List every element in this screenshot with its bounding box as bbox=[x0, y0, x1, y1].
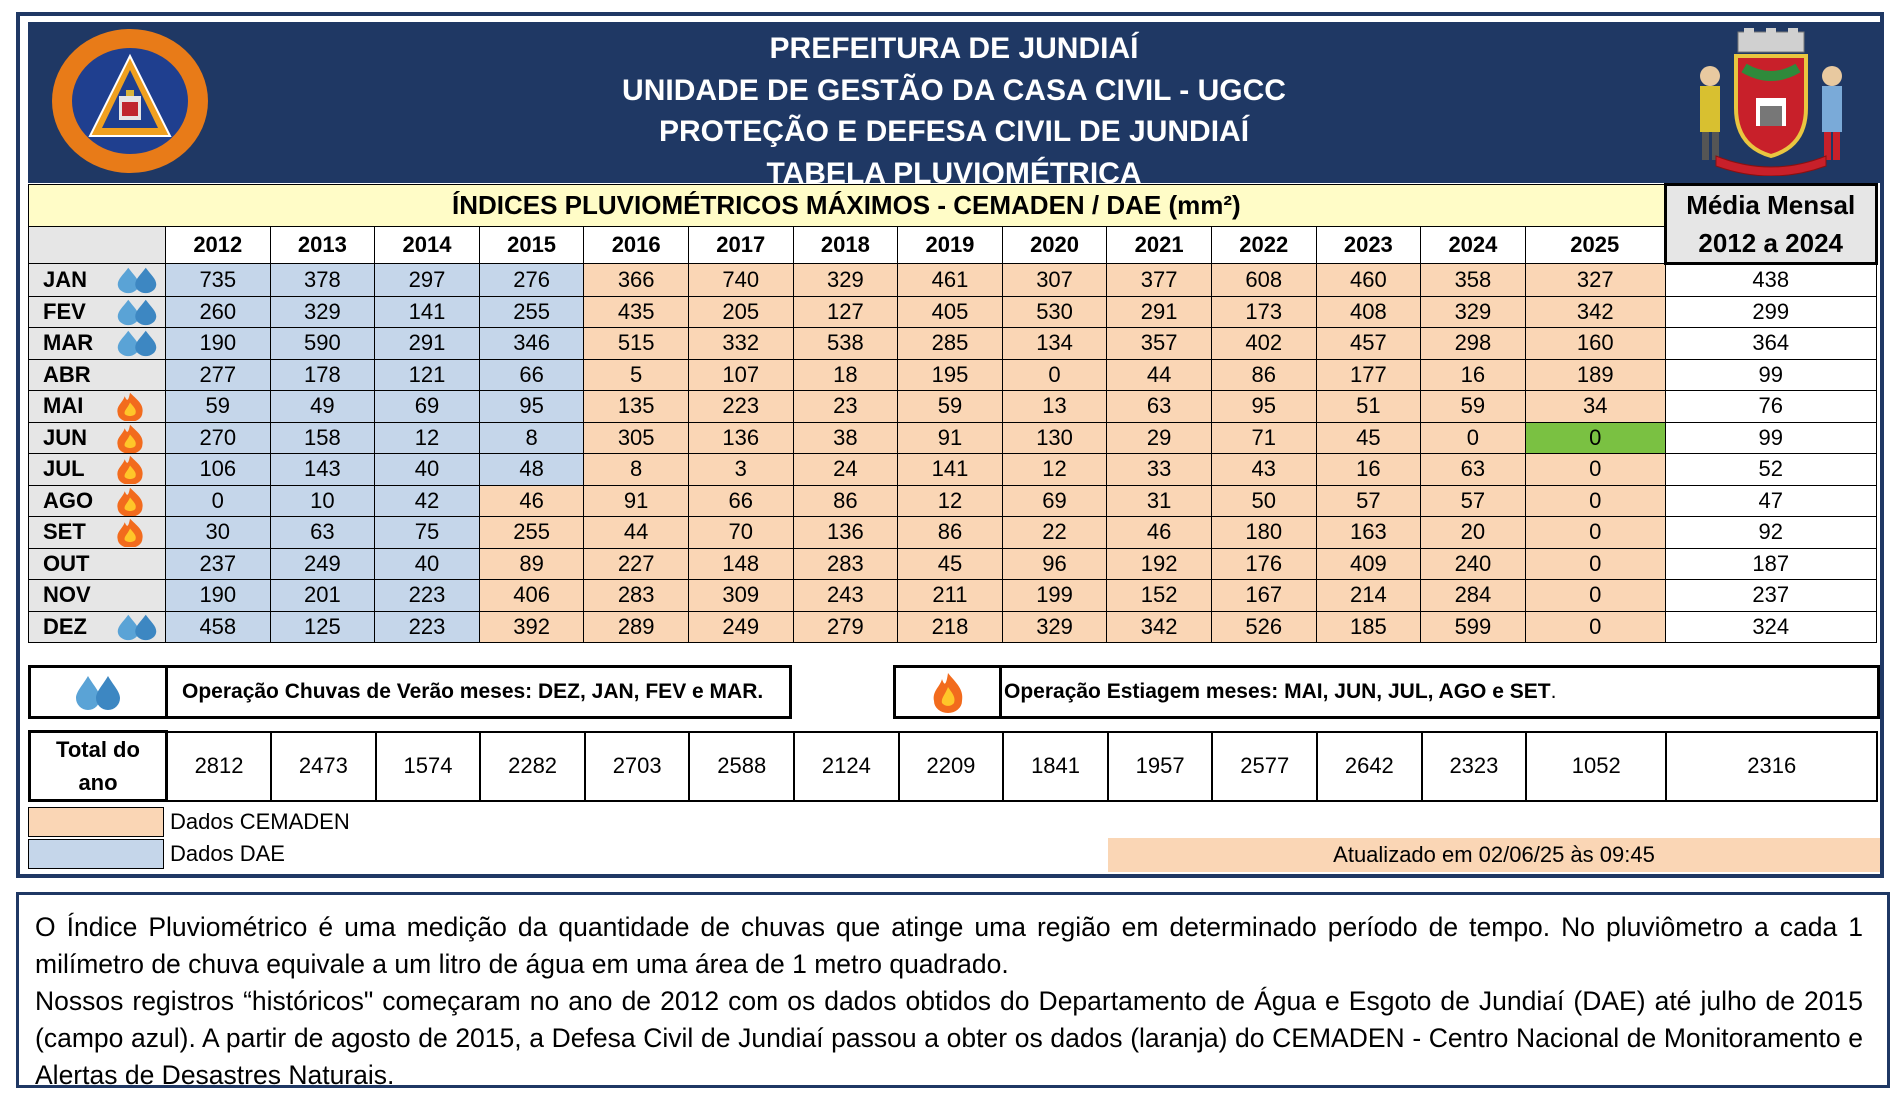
report-header bbox=[28, 22, 1880, 183]
value-cell: 86 bbox=[898, 517, 1003, 549]
value-cell: 307 bbox=[1002, 264, 1107, 297]
value-cell: 125 bbox=[270, 611, 375, 643]
value-cell: 329 bbox=[270, 296, 375, 328]
year-header-2018: 2018 bbox=[793, 226, 898, 263]
value-cell: 50 bbox=[1211, 485, 1316, 517]
value-cell: 223 bbox=[688, 391, 793, 423]
dry-operation-legend bbox=[893, 665, 1880, 719]
value-cell: 538 bbox=[793, 328, 898, 360]
value-cell: 46 bbox=[1107, 517, 1212, 549]
value-cell: 277 bbox=[166, 359, 271, 391]
value-cell: 30 bbox=[166, 517, 271, 549]
value-cell: 136 bbox=[793, 517, 898, 549]
avg-header-line-2: 2012 a 2024 bbox=[1698, 228, 1844, 258]
value-cell: 141 bbox=[375, 296, 480, 328]
value-cell: 107 bbox=[688, 359, 793, 391]
value-cell: 461 bbox=[898, 264, 1003, 297]
value-cell: 214 bbox=[1316, 580, 1421, 612]
value-cell: 59 bbox=[1421, 391, 1526, 423]
value-cell: 12 bbox=[375, 422, 480, 454]
cemaden-color-swatch bbox=[28, 807, 164, 837]
value-cell: 141 bbox=[898, 454, 1003, 486]
value-cell: 71 bbox=[1211, 422, 1316, 454]
value-cell: 44 bbox=[1107, 359, 1212, 391]
month-label: MAR bbox=[43, 330, 94, 356]
value-cell: 460 bbox=[1316, 264, 1421, 297]
value-cell: 66 bbox=[688, 485, 793, 517]
monthly-average-cell: 99 bbox=[1665, 422, 1876, 454]
value-cell: 298 bbox=[1421, 328, 1526, 360]
value-cell: 366 bbox=[584, 264, 689, 297]
month-label: JAN bbox=[43, 266, 88, 292]
value-cell: 357 bbox=[1107, 328, 1212, 360]
value-cell: 91 bbox=[898, 422, 1003, 454]
table-row bbox=[29, 264, 1877, 297]
value-cell: 43 bbox=[1211, 454, 1316, 486]
value-cell: 0 bbox=[1525, 422, 1665, 454]
value-cell: 435 bbox=[584, 296, 689, 328]
fire-icon bbox=[113, 486, 147, 516]
value-cell: 283 bbox=[793, 548, 898, 580]
value-cell: 515 bbox=[584, 328, 689, 360]
month-cell bbox=[29, 580, 166, 612]
header-line-3: PROTEÇÃO E DEFESA CIVIL DE JUNDIAÍ bbox=[658, 115, 1250, 148]
month-cell bbox=[29, 391, 166, 423]
month-icon-holder bbox=[113, 391, 147, 421]
annual-total-average-cell: 2316 bbox=[1666, 732, 1877, 801]
annual-total-cell: 2282 bbox=[480, 732, 585, 801]
month-label: DEZ bbox=[43, 613, 87, 639]
value-cell: 135 bbox=[584, 391, 689, 423]
cemaden-key-label: Dados CEMADEN bbox=[170, 809, 350, 834]
monthly-average-header bbox=[1665, 185, 1876, 264]
value-cell: 57 bbox=[1421, 485, 1526, 517]
value-cell: 5 bbox=[584, 359, 689, 391]
legend-fire-cell bbox=[896, 668, 1002, 716]
value-cell: 211 bbox=[898, 580, 1003, 612]
month-label: JUL bbox=[43, 456, 85, 482]
value-cell: 195 bbox=[898, 359, 1003, 391]
month-label: JUN bbox=[43, 424, 88, 450]
value-cell: 0 bbox=[1525, 517, 1665, 549]
value-cell: 199 bbox=[1002, 580, 1107, 612]
value-cell: 0 bbox=[1525, 548, 1665, 580]
header-line-4: TABELA PLUVIOMÉTRICA bbox=[766, 156, 1142, 183]
header-title-block bbox=[28, 28, 1880, 183]
value-cell: 167 bbox=[1211, 580, 1316, 612]
month-cell bbox=[29, 296, 166, 328]
value-cell: 223 bbox=[375, 611, 480, 643]
year-header-2020: 2020 bbox=[1002, 226, 1107, 263]
value-cell: 29 bbox=[1107, 422, 1212, 454]
monthly-average-cell: 76 bbox=[1665, 391, 1876, 423]
value-cell: 10 bbox=[270, 485, 375, 517]
year-header-2025: 2025 bbox=[1525, 226, 1665, 263]
dry-operation-text-tail: . bbox=[1550, 680, 1557, 703]
info-paragraph-1: O Índice Pluviométrico é uma medição da quantidade de chuvas que atinge uma região em determinado período de tempo. No pluviômetro a cada 1 milímetro de chuva equivale a um litro de água em uma área de 1 metro quadrado. bbox=[35, 912, 1863, 979]
month-cell bbox=[29, 328, 166, 360]
civil-defense-seal-icon bbox=[50, 26, 210, 176]
year-header-2023: 2023 bbox=[1316, 226, 1421, 263]
value-cell: 148 bbox=[688, 548, 793, 580]
value-cell: 86 bbox=[1211, 359, 1316, 391]
value-cell: 526 bbox=[1211, 611, 1316, 643]
annual-total-cell: 1957 bbox=[1108, 732, 1213, 801]
value-cell: 34 bbox=[1525, 391, 1665, 423]
value-cell: 48 bbox=[479, 454, 584, 486]
summer-operation-legend bbox=[28, 665, 792, 719]
header-line-2: UNIDADE DE GESTÃO DA CASA CIVIL - UGCC bbox=[622, 73, 1286, 107]
month-icon-holder bbox=[113, 613, 161, 641]
table-row bbox=[29, 328, 1877, 360]
monthly-average-cell: 364 bbox=[1665, 328, 1876, 360]
value-cell: 735 bbox=[166, 264, 271, 297]
value-cell: 305 bbox=[584, 422, 689, 454]
value-cell: 255 bbox=[479, 296, 584, 328]
year-header-2024: 2024 bbox=[1421, 226, 1526, 263]
month-label: MAI bbox=[43, 393, 84, 419]
info-box bbox=[16, 892, 1890, 1088]
value-cell: 329 bbox=[1421, 296, 1526, 328]
annual-total-cell: 2588 bbox=[689, 732, 794, 801]
month-icon-holder bbox=[113, 329, 161, 357]
value-cell: 121 bbox=[375, 359, 480, 391]
value-cell: 0 bbox=[1525, 580, 1665, 612]
header-line-1: PREFEITURA DE JUNDIAÍ bbox=[769, 32, 1139, 65]
month-icon-holder bbox=[113, 423, 147, 453]
value-cell: 590 bbox=[270, 328, 375, 360]
value-cell: 0 bbox=[1525, 485, 1665, 517]
month-icon-holder bbox=[113, 517, 147, 547]
value-cell: 45 bbox=[1316, 422, 1421, 454]
month-label: ABR bbox=[43, 361, 91, 387]
value-cell: 158 bbox=[270, 422, 375, 454]
value-cell: 309 bbox=[688, 580, 793, 612]
table-row bbox=[29, 359, 1877, 391]
value-cell: 406 bbox=[479, 580, 584, 612]
value-cell: 57 bbox=[1316, 485, 1421, 517]
value-cell: 180 bbox=[1211, 517, 1316, 549]
year-header-2013: 2013 bbox=[270, 226, 375, 263]
value-cell: 289 bbox=[584, 611, 689, 643]
value-cell: 255 bbox=[479, 517, 584, 549]
value-cell: 38 bbox=[793, 422, 898, 454]
value-cell: 405 bbox=[898, 296, 1003, 328]
month-icon-holder bbox=[113, 298, 161, 326]
year-header-2015: 2015 bbox=[479, 226, 584, 263]
value-cell: 0 bbox=[1421, 422, 1526, 454]
annual-total-cell: 2323 bbox=[1422, 732, 1527, 801]
annual-total-cell: 2642 bbox=[1317, 732, 1422, 801]
value-cell: 240 bbox=[1421, 548, 1526, 580]
year-header-2012: 2012 bbox=[166, 226, 271, 263]
total-label-line-1: Total do bbox=[56, 737, 140, 762]
value-cell: 342 bbox=[1107, 611, 1212, 643]
legend-water-drops-cell bbox=[31, 668, 168, 716]
value-cell: 18 bbox=[793, 359, 898, 391]
value-cell: 0 bbox=[1525, 611, 1665, 643]
monthly-average-cell: 187 bbox=[1665, 548, 1876, 580]
value-cell: 327 bbox=[1525, 264, 1665, 297]
table-row bbox=[29, 391, 1877, 423]
year-header-2017: 2017 bbox=[688, 226, 793, 263]
value-cell: 346 bbox=[479, 328, 584, 360]
month-icon-holder bbox=[113, 486, 147, 516]
value-cell: 190 bbox=[166, 580, 271, 612]
value-cell: 284 bbox=[1421, 580, 1526, 612]
annual-total-cell: 1841 bbox=[1003, 732, 1108, 801]
monthly-average-cell: 47 bbox=[1665, 485, 1876, 517]
annual-total-cell: 2124 bbox=[794, 732, 899, 801]
value-cell: 377 bbox=[1107, 264, 1212, 297]
monthly-average-cell: 237 bbox=[1665, 580, 1876, 612]
monthly-average-cell: 99 bbox=[1665, 359, 1876, 391]
monthly-average-cell: 92 bbox=[1665, 517, 1876, 549]
total-label bbox=[30, 732, 167, 801]
month-label: AGO bbox=[43, 487, 94, 513]
table-title: ÍNDICES PLUVIOMÉTRICOS MÁXIMOS - CEMADEN / DAE (mm²) bbox=[29, 185, 1666, 227]
table-row bbox=[29, 611, 1877, 643]
value-cell: 163 bbox=[1316, 517, 1421, 549]
value-cell: 42 bbox=[375, 485, 480, 517]
value-cell: 69 bbox=[375, 391, 480, 423]
value-cell: 530 bbox=[1002, 296, 1107, 328]
value-cell: 378 bbox=[270, 264, 375, 297]
value-cell: 329 bbox=[793, 264, 898, 297]
dae-key-label: Dados DAE bbox=[170, 841, 285, 866]
value-cell: 8 bbox=[584, 454, 689, 486]
value-cell: 8 bbox=[479, 422, 584, 454]
value-cell: 22 bbox=[1002, 517, 1107, 549]
value-cell: 45 bbox=[898, 548, 1003, 580]
value-cell: 332 bbox=[688, 328, 793, 360]
water-drops-icon bbox=[113, 266, 161, 294]
value-cell: 227 bbox=[584, 548, 689, 580]
value-cell: 173 bbox=[1211, 296, 1316, 328]
value-cell: 66 bbox=[479, 359, 584, 391]
value-cell: 0 bbox=[1525, 454, 1665, 486]
month-cell bbox=[29, 548, 166, 580]
water-drops-icon bbox=[113, 613, 161, 641]
value-cell: 223 bbox=[375, 580, 480, 612]
value-cell: 134 bbox=[1002, 328, 1107, 360]
value-cell: 106 bbox=[166, 454, 271, 486]
value-cell: 392 bbox=[479, 611, 584, 643]
value-cell: 31 bbox=[1107, 485, 1212, 517]
monthly-average-cell: 52 bbox=[1665, 454, 1876, 486]
value-cell: 86 bbox=[793, 485, 898, 517]
value-cell: 178 bbox=[270, 359, 375, 391]
value-cell: 51 bbox=[1316, 391, 1421, 423]
monthly-average-cell: 299 bbox=[1665, 296, 1876, 328]
value-cell: 136 bbox=[688, 422, 793, 454]
value-cell: 96 bbox=[1002, 548, 1107, 580]
fire-icon bbox=[113, 423, 147, 453]
value-cell: 243 bbox=[793, 580, 898, 612]
value-cell: 402 bbox=[1211, 328, 1316, 360]
rainfall-table bbox=[28, 183, 1878, 643]
value-cell: 63 bbox=[270, 517, 375, 549]
table-row bbox=[29, 548, 1877, 580]
value-cell: 70 bbox=[688, 517, 793, 549]
value-cell: 91 bbox=[584, 485, 689, 517]
value-cell: 95 bbox=[479, 391, 584, 423]
value-cell: 458 bbox=[166, 611, 271, 643]
year-header-2016: 2016 bbox=[584, 226, 689, 263]
value-cell: 49 bbox=[270, 391, 375, 423]
value-cell: 127 bbox=[793, 296, 898, 328]
value-cell: 291 bbox=[1107, 296, 1212, 328]
value-cell: 44 bbox=[584, 517, 689, 549]
value-cell: 279 bbox=[793, 611, 898, 643]
value-cell: 24 bbox=[793, 454, 898, 486]
value-cell: 12 bbox=[898, 485, 1003, 517]
value-cell: 160 bbox=[1525, 328, 1665, 360]
month-cell bbox=[29, 422, 166, 454]
value-cell: 260 bbox=[166, 296, 271, 328]
value-cell: 13 bbox=[1002, 391, 1107, 423]
month-header-blank bbox=[29, 226, 166, 263]
value-cell: 205 bbox=[688, 296, 793, 328]
table-row bbox=[29, 422, 1877, 454]
water-drops-icon bbox=[113, 329, 161, 357]
summer-operation-text: Operação Chuvas de Verão meses: DEZ, JAN, FEV e MAR. bbox=[182, 680, 764, 703]
value-cell: 69 bbox=[1002, 485, 1107, 517]
month-cell bbox=[29, 485, 166, 517]
month-cell bbox=[29, 264, 166, 297]
value-cell: 152 bbox=[1107, 580, 1212, 612]
value-cell: 329 bbox=[1002, 611, 1107, 643]
value-cell: 23 bbox=[793, 391, 898, 423]
value-cell: 95 bbox=[1211, 391, 1316, 423]
dae-color-swatch bbox=[28, 839, 164, 869]
table-row bbox=[29, 454, 1877, 486]
fire-icon bbox=[113, 454, 147, 484]
dry-operation-text: Operação Estiagem meses: MAI, JUN, JUL, AGO e SET bbox=[1004, 680, 1551, 703]
fire-icon bbox=[113, 391, 147, 421]
value-cell: 608 bbox=[1211, 264, 1316, 297]
value-cell: 59 bbox=[898, 391, 1003, 423]
value-cell: 75 bbox=[375, 517, 480, 549]
month-cell bbox=[29, 359, 166, 391]
month-icon-holder bbox=[113, 266, 161, 294]
month-label: SET bbox=[43, 519, 86, 545]
value-cell: 185 bbox=[1316, 611, 1421, 643]
value-cell: 218 bbox=[898, 611, 1003, 643]
value-cell: 189 bbox=[1525, 359, 1665, 391]
annual-total-cell: 2577 bbox=[1212, 732, 1317, 801]
value-cell: 283 bbox=[584, 580, 689, 612]
value-cell: 16 bbox=[1316, 454, 1421, 486]
year-header-2019: 2019 bbox=[898, 226, 1003, 263]
month-label: FEV bbox=[43, 298, 86, 324]
avg-header-line-1: Média Mensal bbox=[1686, 190, 1856, 220]
value-cell: 201 bbox=[270, 580, 375, 612]
value-cell: 16 bbox=[1421, 359, 1526, 391]
value-cell: 249 bbox=[270, 548, 375, 580]
value-cell: 33 bbox=[1107, 454, 1212, 486]
month-label: NOV bbox=[43, 582, 91, 608]
table-row bbox=[29, 517, 1877, 549]
value-cell: 237 bbox=[166, 548, 271, 580]
fire-icon bbox=[930, 671, 966, 713]
value-cell: 291 bbox=[375, 328, 480, 360]
fire-icon bbox=[113, 517, 147, 547]
annual-total-cell: 1052 bbox=[1526, 732, 1666, 801]
value-cell: 0 bbox=[166, 485, 271, 517]
value-cell: 59 bbox=[166, 391, 271, 423]
annual-total-cell: 2812 bbox=[167, 732, 272, 801]
water-drops-icon bbox=[72, 674, 124, 710]
table-row bbox=[29, 296, 1877, 328]
water-drops-icon bbox=[113, 298, 161, 326]
value-cell: 177 bbox=[1316, 359, 1421, 391]
monthly-average-cell: 438 bbox=[1665, 264, 1876, 297]
value-cell: 143 bbox=[270, 454, 375, 486]
year-header-2021: 2021 bbox=[1107, 226, 1212, 263]
value-cell: 190 bbox=[166, 328, 271, 360]
value-cell: 46 bbox=[479, 485, 584, 517]
info-paragraph-2: Nossos registros “históricos" começaram no ano de 2012 com os dados obtidos do Departamento de Água e Esgoto de Jundiaí (DAE) até julho de 2015 (campo azul). A partir de agosto de 2015, a Defesa Civil de Jundiaí passou a obter os dados (laranja) do CEMADEN - Centro Nacional de Monitoramento e Alertas de Desastres Naturais. bbox=[35, 986, 1863, 1090]
value-cell: 40 bbox=[375, 548, 480, 580]
last-updated-label: Atualizado em 02/06/25 às 09:45 bbox=[1108, 838, 1880, 872]
value-cell: 249 bbox=[688, 611, 793, 643]
value-cell: 740 bbox=[688, 264, 793, 297]
value-cell: 89 bbox=[479, 548, 584, 580]
value-cell: 276 bbox=[479, 264, 584, 297]
value-cell: 457 bbox=[1316, 328, 1421, 360]
value-cell: 20 bbox=[1421, 517, 1526, 549]
value-cell: 408 bbox=[1316, 296, 1421, 328]
total-label-line-2: ano bbox=[78, 770, 118, 795]
value-cell: 358 bbox=[1421, 264, 1526, 297]
value-cell: 270 bbox=[166, 422, 271, 454]
table-row bbox=[29, 580, 1877, 612]
month-cell bbox=[29, 517, 166, 549]
value-cell: 192 bbox=[1107, 548, 1212, 580]
month-cell bbox=[29, 454, 166, 486]
value-cell: 297 bbox=[375, 264, 480, 297]
value-cell: 176 bbox=[1211, 548, 1316, 580]
month-cell bbox=[29, 611, 166, 643]
value-cell: 130 bbox=[1002, 422, 1107, 454]
value-cell: 12 bbox=[1002, 454, 1107, 486]
year-header-2022: 2022 bbox=[1211, 226, 1316, 263]
annual-total-cell: 2209 bbox=[899, 732, 1004, 801]
annual-total-cell: 2703 bbox=[585, 732, 690, 801]
value-cell: 63 bbox=[1107, 391, 1212, 423]
year-header-2014: 2014 bbox=[375, 226, 480, 263]
value-cell: 40 bbox=[375, 454, 480, 486]
value-cell: 599 bbox=[1421, 611, 1526, 643]
value-cell: 63 bbox=[1421, 454, 1526, 486]
annual-total-cell: 2473 bbox=[271, 732, 376, 801]
value-cell: 409 bbox=[1316, 548, 1421, 580]
annual-totals-table bbox=[28, 730, 1878, 802]
monthly-average-cell: 324 bbox=[1665, 611, 1876, 643]
value-cell: 3 bbox=[688, 454, 793, 486]
value-cell: 342 bbox=[1525, 296, 1665, 328]
table-row bbox=[29, 485, 1877, 517]
annual-total-cell: 1574 bbox=[376, 732, 481, 801]
month-label: OUT bbox=[43, 550, 90, 576]
value-cell: 0 bbox=[1002, 359, 1107, 391]
value-cell: 285 bbox=[898, 328, 1003, 360]
jundiai-coat-of-arms-icon bbox=[1686, 28, 1856, 176]
month-icon-holder bbox=[113, 454, 147, 484]
